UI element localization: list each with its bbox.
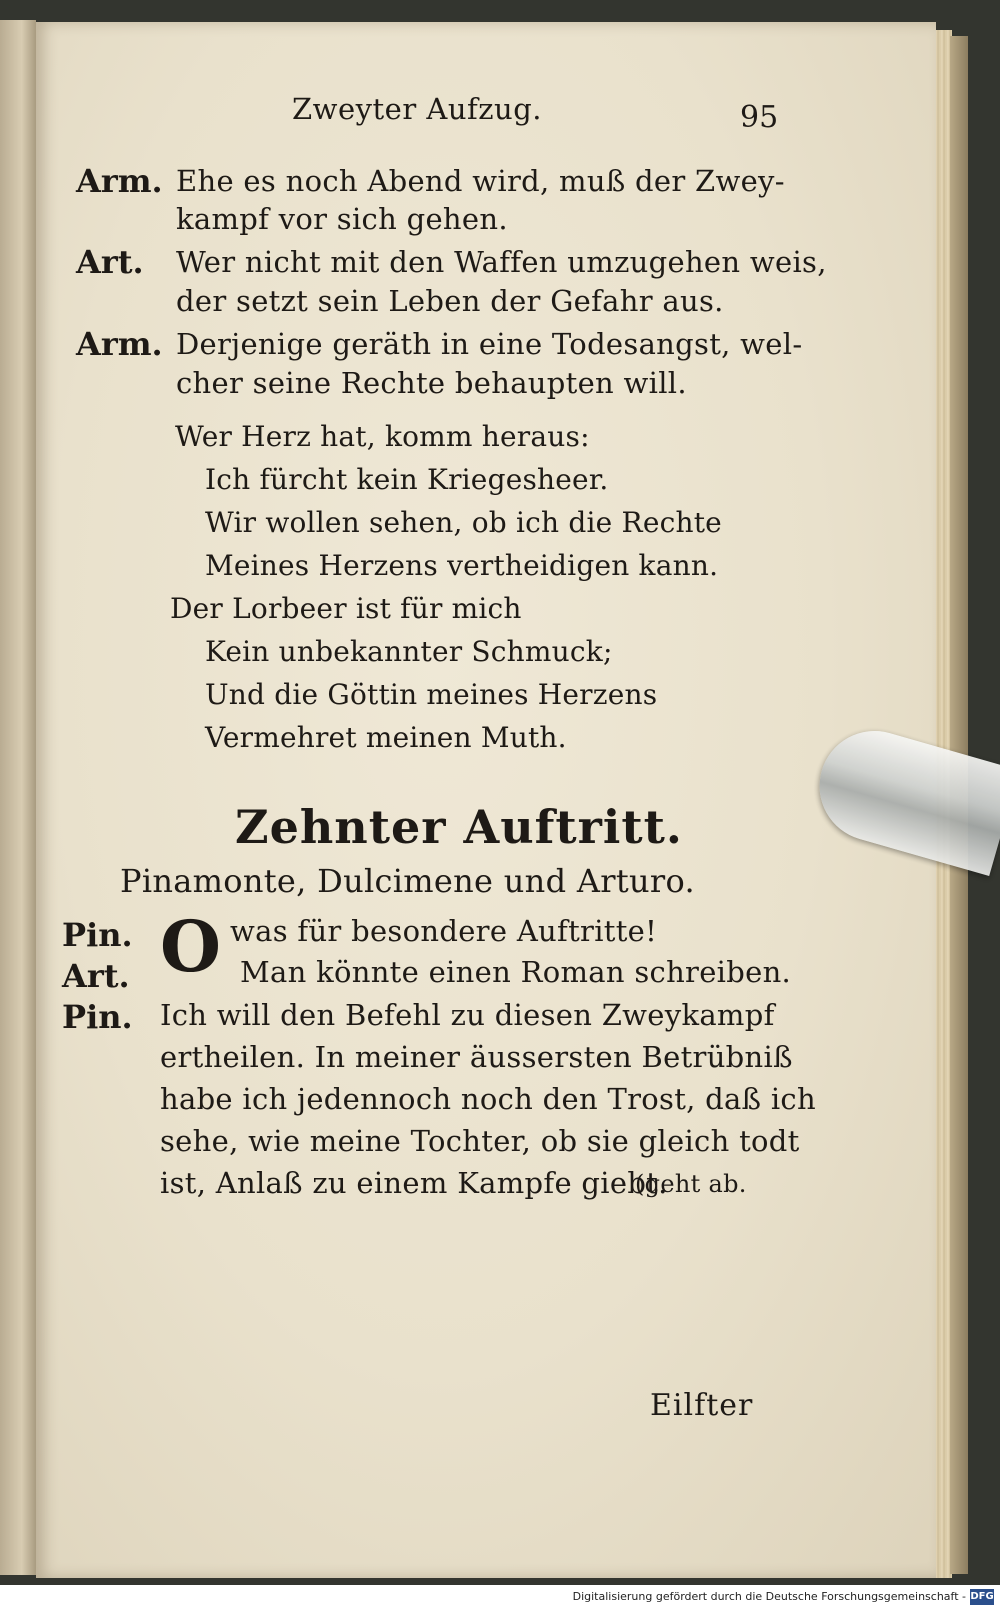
dialogue-line: habe ich jedennoch noch den Trost, daß ich: [160, 1082, 816, 1116]
dialogue-line: Ich will den Befehl zu diesen Zweykampf: [160, 998, 775, 1032]
speaker-label: Arm.: [76, 162, 163, 200]
left-page-edge: [0, 20, 36, 1575]
verse-line: Der Lorbeer ist für mich: [170, 592, 522, 625]
running-title: Zweyter Aufzug.: [292, 92, 543, 126]
stage-direction: (geht ab.: [635, 1170, 747, 1198]
speaker-label: Art.: [62, 957, 130, 995]
speaker-label: Pin.: [62, 998, 133, 1036]
dialogue-line: ist, Anlaß zu einem Kampfe giebt.: [160, 1166, 668, 1200]
speaker-label: Art.: [76, 243, 144, 281]
dialogue-line: Derjenige geräth in eine Todesangst, wel-: [176, 327, 803, 361]
scene-title: Zehnter Auftritt.: [235, 800, 683, 854]
dialogue-line: Ehe es noch Abend wird, muß der Zwey-: [176, 164, 785, 198]
dialogue-line: ertheilen. In meiner äussersten Betrübniß: [160, 1040, 793, 1074]
page-number: 95: [740, 100, 779, 135]
drop-cap: O: [160, 905, 221, 988]
dialogue-line: cher seine Rechte behaupten will.: [176, 366, 687, 400]
verse-line: Ich fürcht kein Kriegesheer.: [205, 463, 609, 496]
speaker-label: Pin.: [62, 916, 133, 954]
verse-line: Meines Herzens vertheidigen kann.: [205, 549, 719, 582]
dialogue-line: der setzt sein Leben der Gefahr aus.: [176, 284, 724, 318]
catchword: Eilfter: [650, 1388, 754, 1423]
verse-line: Und die Göttin meines Herzens: [205, 678, 658, 711]
footer-credit: Digitalisierung gefördert durch die Deutsche Forschungsgemeinschaft -: [572, 1590, 966, 1603]
dialogue-line: kampf vor sich gehen.: [176, 202, 508, 236]
dialogue-line: Wer nicht mit den Waffen umzugehen weis,: [176, 245, 827, 279]
speaker-label: Arm.: [76, 325, 163, 363]
dfg-logo: DFG: [970, 1589, 994, 1605]
verse-line: Wer Herz hat, komm heraus:: [175, 420, 590, 453]
scene-cast: Pinamonte, Dulcimene und Arturo.: [120, 862, 695, 900]
dialogue-line: Man könnte einen Roman schreiben.: [240, 955, 792, 989]
verse-line: Vermehret meinen Muth.: [205, 721, 567, 754]
dialogue-line: was für besondere Auftritte!: [230, 914, 658, 948]
verse-line: Kein unbekannter Schmuck;: [205, 635, 613, 668]
verse-line: Wir wollen sehen, ob ich die Rechte: [205, 506, 722, 539]
dialogue-line: sehe, wie meine Tochter, ob sie gleich todt: [160, 1124, 800, 1158]
